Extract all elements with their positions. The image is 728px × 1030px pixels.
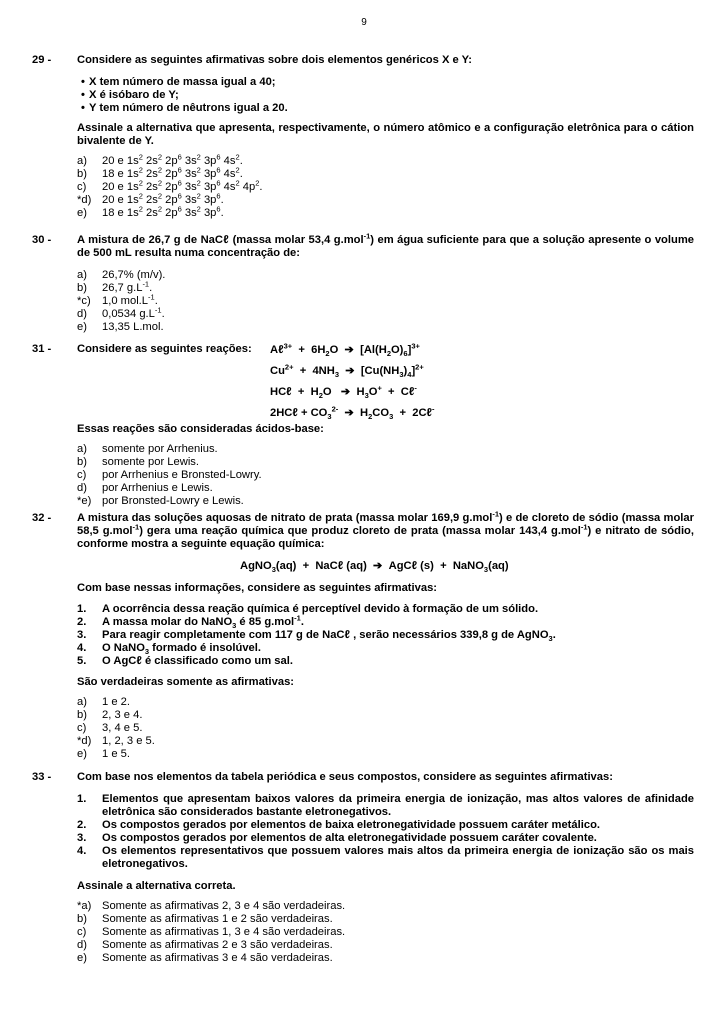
option-a: *a) Somente as afirmativas 2, 3 e 4 são verdadeiras.	[77, 900, 346, 912]
option-e: e) Somente as afirmativas 3 e 4 são verdadeiras.	[77, 952, 333, 964]
question-text: São verdadeiras somente as afirmativas:	[77, 676, 295, 688]
option-b: b) 2, 3 e 4.	[77, 709, 143, 721]
option-e: *e) por Bronsted-Lowry e Lewis.	[77, 495, 244, 507]
option-b: b) 26,7 $g.L^{-1}$.	[77, 279, 153, 294]
statements-list	[77, 603, 694, 668]
question-30	[32, 231, 694, 334]
option-c: c) por Arrhenius e Bronsted-Lowry.	[77, 469, 262, 481]
question-number: 29 -	[32, 54, 52, 66]
statement-5: 5. O AgCℓ é classificado como um sal.	[77, 655, 293, 667]
statement-4: 4. Os elementos representativos que possuem valores mais altos da primeira energia de ionização são os mais eletronegativos.	[77, 845, 694, 870]
question-text: Assinale a alternativa que apresenta, respectivamente, o número atômico e a configuração eletrônica para o cátion bivalente de Y.	[77, 122, 694, 147]
question-number: 33 -	[32, 771, 52, 783]
statement-1: 1. A ocorrência dessa reação química é perceptível devido à formação de um sólido.	[77, 603, 539, 615]
options-list	[77, 443, 694, 508]
question-stem: Com base nos elementos da tabela periódica e seus compostos, considere as seguintes afirmativas:	[77, 771, 613, 783]
statement-2: 2. A massa molar do NaNO$_3$ é 85 g.mol$^{-1}$.	[77, 613, 304, 631]
question-29	[32, 54, 694, 220]
statement-1: 1. Elementos que apresentam baixos valores da primeira energia de ionização, mas altos valores de afinidade eletrônica são considerados bastante eletronegativos.	[77, 793, 694, 818]
question-number: 31 -	[32, 343, 52, 355]
option-d: d) 0,0534 $g.L^{-1}$.	[77, 305, 165, 320]
option-d: d) Somente as afirmativas 2 e 3 são verdadeiras.	[77, 939, 333, 951]
reaction-4: 2HCℓ + $CO_3^{2-}$ ➔ $H_2CO_3$ + 2Cℓ-	[270, 404, 435, 422]
question-number: 32 -	[32, 512, 52, 524]
option-c: c) 20 e $1s^2$ $2s^2$ $2p^6$ $3s^2$ $3p^6$ $4s^2$ $4p^2$.	[77, 178, 263, 193]
statement-2: 2. Os compostos gerados por elementos de baixa eletronegatividade possuem caráter metálico.	[77, 819, 601, 831]
question-number: 30 -	[32, 234, 52, 246]
option-a: a) 1 e 2.	[77, 696, 130, 708]
option-b: b) 18 e $1s^2$ $2s^2$ $2p^6$ $3s^2$ $3p^6$ $4s^2$.	[77, 165, 243, 180]
bullet-list	[77, 76, 694, 115]
options-list	[77, 696, 694, 761]
statements-list	[77, 793, 694, 871]
statements-intro: Com base nessas informações, considere as seguintes afirmativas:	[77, 582, 438, 594]
list-item: • X é isóbaro de Y;	[81, 89, 179, 101]
option-a: a) 20 e $1s^2$ $2s^2$ $2p^6$ $3s^2$ $3p^6$ $4s^2$.	[77, 152, 243, 167]
option-c: *c) 1,0 $mol.L^{-1}$.	[77, 292, 158, 307]
question-stem: A mistura de 26,7 g de NaCℓ (massa molar 53,4 g.mol$^{-1}$) em água suficiente para que a solução apresente o volume de 500 mL resulta numa concentração de:	[77, 231, 694, 259]
option-b: b) Somente as afirmativas 1 e 2 são verdadeiras.	[77, 913, 333, 925]
question-text: Essas reações são consideradas ácidos-base:	[77, 423, 324, 435]
question-31-body	[32, 423, 694, 508]
page-number: 9	[361, 17, 367, 28]
option-b: b) somente por Lewis.	[77, 456, 200, 468]
statement-3: 3. Os compostos gerados por elementos de alta eletronegatividade possuem caráter covalente.	[77, 832, 597, 844]
list-item: • X tem número de massa igual a 40;	[81, 76, 276, 88]
option-d: *d) 1, 2, 3 e 5.	[77, 735, 155, 747]
question-stem: A mistura das soluções aquosas de nitrato de prata (massa molar 169,9 g.mol$^{-1}$) e de cloreto de sódio (massa molar 58,5 g.mol$^{-1}$) gera uma reação química que produz cloreto de prata (massa molar 143,4 g.mol$^{-1}$) e nitrato de sódio, conforme mostra a seguinte equação química:	[77, 509, 695, 550]
statement-3: 3. Para reagir completamente com 117 g de NaCℓ , serão necessários 339,8 g de AgNO$_3$.	[77, 629, 556, 644]
option-e: e) 18 e $1s^2$ $2s^2$ $2p^6$ $3s^2$ $3p^6$.	[77, 204, 224, 219]
reaction-2: $Cu^{2+} + 4NH_3$ ➔ $[Cu(NH_3)_4]^{2+}$	[270, 362, 424, 380]
option-d: *d) 20 e $1s^2$ $2s^2$ $2p^6$ $3s^2$ $3p^6$.	[77, 191, 224, 206]
option-c: c) Somente as afirmativas 1, 3 e 4 são verdadeiras.	[77, 926, 346, 938]
question-text: Assinale a alternativa correta.	[77, 880, 236, 892]
statement-4: 4. O NaNO$_3$ formado é insolúvel.	[77, 642, 261, 657]
option-e: e) 13,35 L.mol.	[77, 321, 164, 333]
question-stem: Considere as seguintes afirmativas sobre dois elementos genéricos X e Y:	[77, 54, 473, 66]
list-item: • Y tem número de nêutrons igual a 20.	[81, 102, 288, 114]
options-list	[77, 900, 694, 965]
options-list	[77, 269, 694, 334]
question-stem: Considere as seguintes reações:	[77, 343, 252, 355]
options-list	[77, 152, 694, 220]
reaction-1: Aℓ$^{3+}$ + $6H_2O$ ➔ $[Al(H_2O)_6]^{3+}$	[270, 341, 420, 359]
reaction-list	[270, 343, 435, 427]
question-32	[32, 509, 695, 761]
option-a: a) somente por Arrhenius.	[77, 443, 218, 455]
option-c: c) 3, 4 e 5.	[77, 722, 143, 734]
question-33	[32, 771, 694, 965]
option-d: d) por Arrhenius e Lewis.	[77, 482, 213, 494]
option-e: e) 1 e 5.	[77, 748, 130, 760]
option-a: a) 26,7% (m/v).	[77, 269, 166, 281]
chemical-equation: AgNO$_3$(aq) + NaCℓ (aq) ➔ AgCℓ (s) + NaNO$_3$(aq)	[240, 560, 509, 575]
reaction-3: HCℓ + $H_2O$ ➔ $H_3O^+$ + Cℓ-	[270, 383, 417, 401]
